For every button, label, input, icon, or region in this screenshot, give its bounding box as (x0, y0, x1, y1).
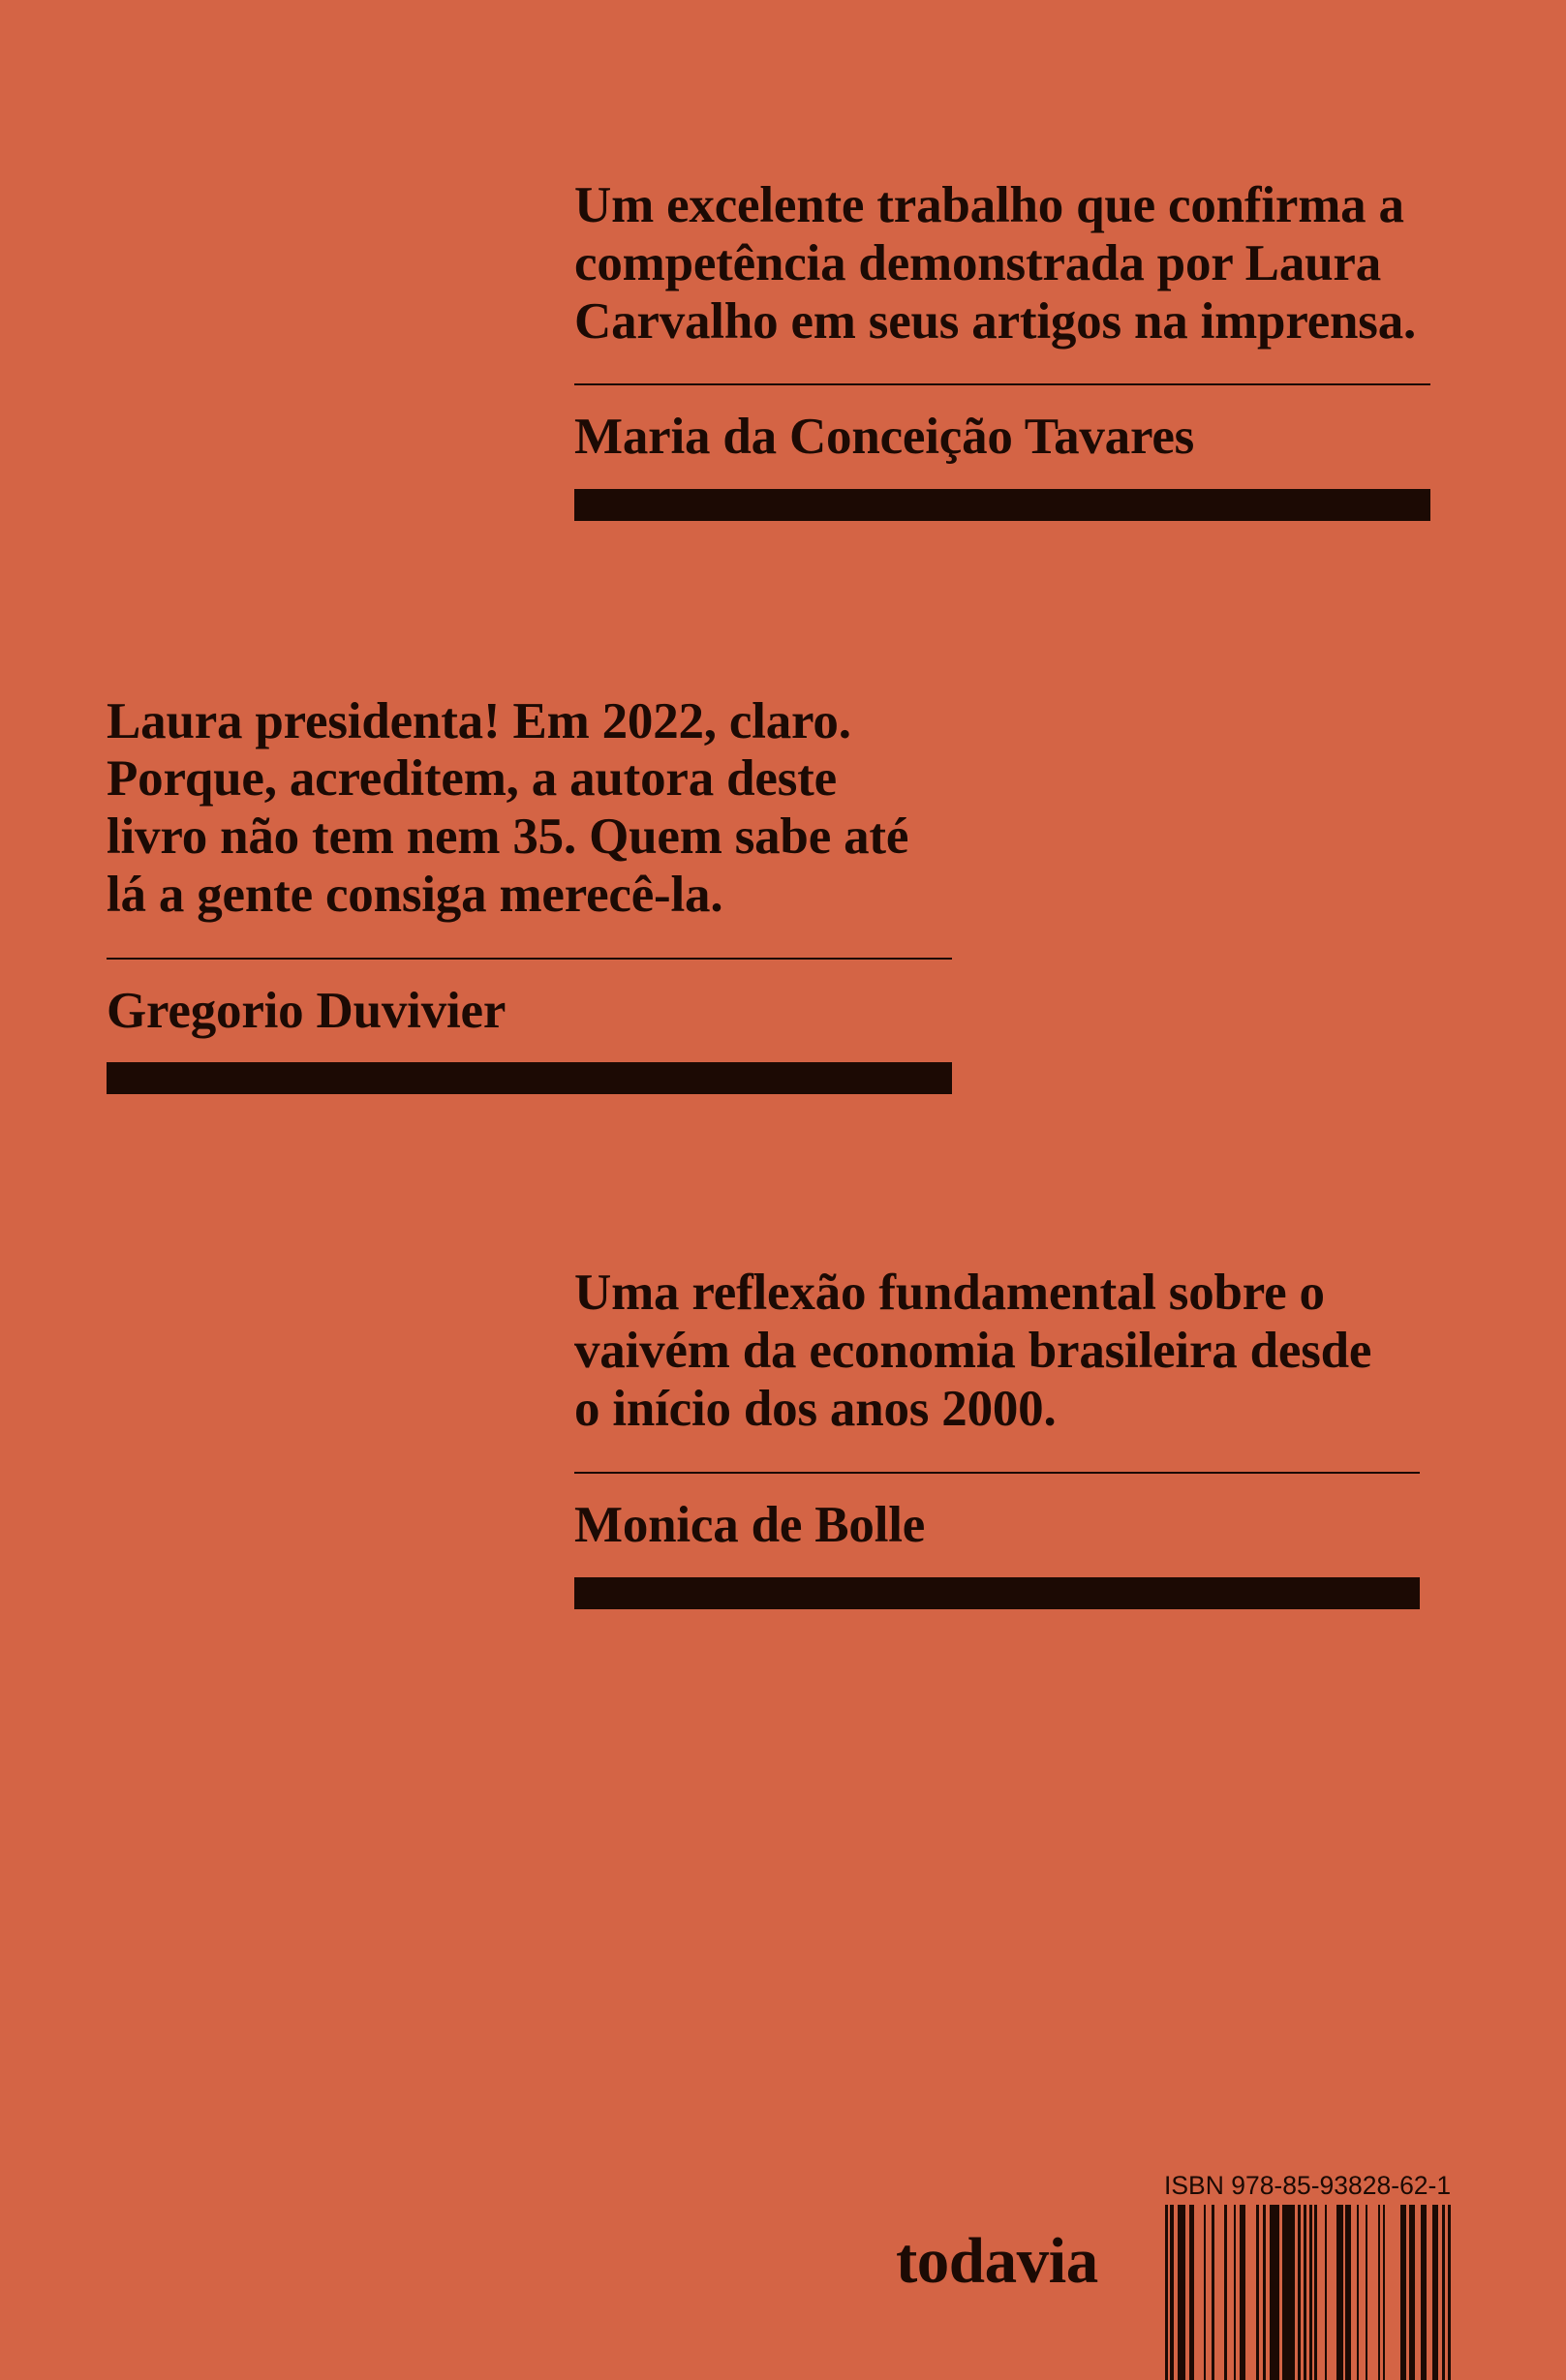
divider-rule (574, 383, 1430, 385)
quote-text-line: vaivém da economia brasileira desde (574, 1323, 1372, 1379)
quote-author: Gregorio Duvivier (107, 983, 507, 1039)
barcode-bar (1409, 2205, 1415, 2380)
barcode-icon (1164, 2205, 1455, 2380)
quote-text-line: livro não tem nem 35. Quem sabe até (107, 809, 909, 865)
barcode-bar (1357, 2205, 1359, 2380)
quote-text-line: lá a gente consiga merecê-la. (107, 867, 723, 923)
barcode-bar (1442, 2205, 1445, 2380)
barcode-bar (1298, 2205, 1301, 2380)
barcode-bar (1263, 2205, 1266, 2380)
quote-text-line: Um excelente trabalho que confirma a (574, 177, 1404, 233)
barcode-bar (1448, 2205, 1451, 2380)
divider-rule (107, 958, 952, 960)
barcode-bar (1204, 2205, 1206, 2380)
barcode-bar (1432, 2205, 1438, 2380)
barcode-bar (1309, 2205, 1312, 2380)
barcode-bar (1314, 2205, 1317, 2380)
barcode-bar (1270, 2205, 1279, 2380)
barcode-bar (1421, 2205, 1427, 2380)
barcode-bar (1282, 2205, 1295, 2380)
quote-author: Monica de Bolle (574, 1497, 926, 1553)
quote-text-line: competência demonstrada por Laura (574, 235, 1382, 291)
quote-text-line: o início dos anos 2000. (574, 1381, 1057, 1437)
barcode-bar (1304, 2205, 1306, 2380)
quote-text-line: Porque, acreditem, a autora deste (107, 750, 837, 807)
barcode-bar (1366, 2205, 1367, 2380)
barcode-bar (1212, 2205, 1214, 2380)
quote-text-line: Uma reflexão fundamental sobre o (574, 1265, 1325, 1321)
quote-text-line: Carvalho em seus artigos na imprensa. (574, 293, 1417, 350)
barcode-bar (1378, 2205, 1380, 2380)
decorative-bar (107, 1062, 952, 1094)
barcode-bar (1178, 2205, 1185, 2380)
quote-author: Maria da Conceição Tavares (574, 409, 1195, 465)
barcode-bar (1336, 2205, 1343, 2380)
barcode-bar (1234, 2205, 1236, 2380)
divider-rule (574, 1472, 1420, 1474)
quote-text-line: Laura presidenta! Em 2022, claro. (107, 693, 851, 749)
barcode-bar (1256, 2205, 1259, 2380)
barcode-bar (1170, 2205, 1174, 2380)
barcode-bar (1189, 2205, 1194, 2380)
barcode-bar (1165, 2205, 1168, 2380)
barcode-bar (1224, 2205, 1227, 2380)
barcode-bar (1383, 2205, 1385, 2380)
barcode-bar (1400, 2205, 1406, 2380)
barcode-bar (1240, 2205, 1245, 2380)
barcode-bar (1345, 2205, 1351, 2380)
isbn-label: ISBN 978-85-93828-62-1 (1164, 2171, 1452, 2200)
decorative-bar (574, 1577, 1420, 1609)
publisher-logo: todavia (896, 2225, 1098, 2297)
decorative-bar (574, 489, 1430, 521)
barcode-bar (1325, 2205, 1327, 2380)
